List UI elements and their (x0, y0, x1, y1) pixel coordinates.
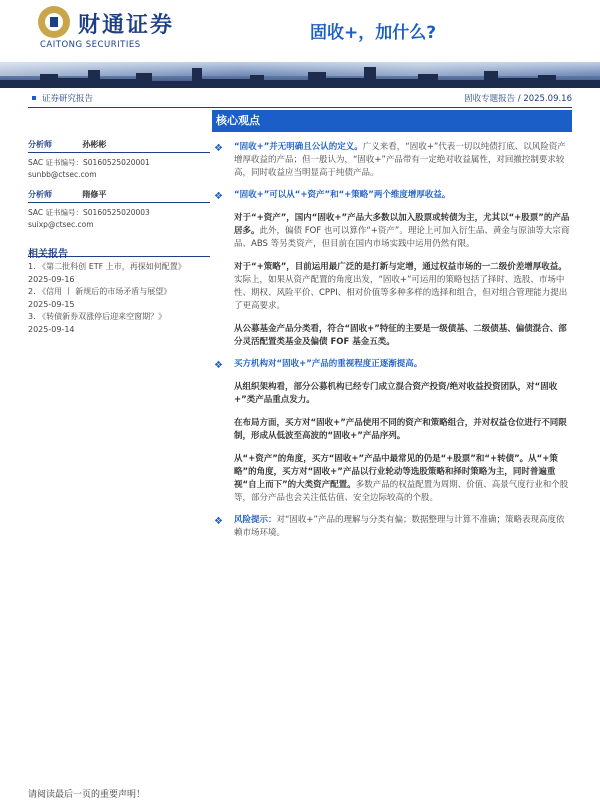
diamond-bullet-icon: ❖ (214, 191, 223, 202)
company-logo (38, 6, 178, 52)
bullet-heading: 买方机构对“固收+”产品的重视程度正逐渐提高。 (234, 359, 423, 369)
report-title: 固收+，加什么? (310, 23, 437, 43)
analyst-email[interactable]: sunbb@ctsec.com (28, 169, 97, 179)
header-divider (28, 107, 572, 108)
related-report-date: 2025-09-15 (28, 299, 75, 309)
paragraph-heading: 从组织架构看，部分公募机构已经专门成立混合资产投资/绝对收益投资团队，对“固收+”类产品重点发力。 (234, 382, 558, 405)
header (0, 0, 600, 62)
bullet-definition (212, 141, 572, 180)
related-reports-title: 相关报告 (28, 249, 68, 260)
related-report-link[interactable]: 2. 《信用 丨 新规后的市场矛盾与展望》 (28, 287, 172, 296)
paragraph-heading: 在布局方面，买方对“固收+”产品使用不同的资产和策略组合，并对权益仓位进行不同限制，形成从低波至高波的“固收+”产品序列。 (234, 418, 567, 441)
related-report-link[interactable]: 1. 《第二批科创 ETF 上市，再探如何配置》 (28, 262, 186, 271)
paragraph-organization (212, 381, 572, 407)
related-report-link[interactable]: 3. 《转债新券双涨停后迎来空窗期？》 (28, 312, 167, 321)
bullet-body: 对“固收+”产品的理解与分类有偏；数据整理与计算不准确；策略表现高度依赖市场环境。 (234, 515, 565, 538)
bullet-heading: 风险提示： (234, 515, 277, 525)
report-meta-row (28, 92, 572, 106)
bullet-heading: “固收+”可以从“+资产”和“+策略”两个维度增厚收益。 (234, 190, 451, 200)
paragraph-heading: 从公募基金产品分类看，符合“固收+”特征的主要是一级债基、二级债基、偏债混合、部分灵活配置类基金及偏债 FOF 基金五类。 (234, 324, 567, 347)
analyst-email[interactable]: suixp@ctsec.com (28, 219, 94, 229)
disclaimer-note: 请阅读最后一页的重要声明！ (28, 790, 146, 800)
analyst-card (28, 188, 210, 230)
logo-emblem-icon (38, 6, 70, 38)
paragraph-heading: 对于“+策略”，目前运用最广泛的是打新与定增，通过权益市场的一二级价差增厚收益。 (234, 262, 567, 272)
bullet-dimensions (212, 189, 572, 202)
core-views-title: 核心观点 (212, 110, 572, 132)
analyst-name: 隋修平 (82, 190, 107, 199)
logo-chinese-name: 财通证券 (78, 13, 175, 38)
analyst-name: 孙彬彬 (82, 140, 107, 149)
logo-english-name: CAITONG SECURITIES (40, 40, 141, 50)
paragraph-body: 实际上，如果从资产配置的角度出发，“固收+”可运用的策略包括了择时、选股、市场中性、期权、风险平价、CPPI、相对价值等多种多样的选择和组合，但对组合管理能力提出了更高要求。 (234, 275, 568, 311)
diamond-bullet-icon: ❖ (214, 516, 223, 527)
related-reports (28, 242, 210, 336)
bullet-body: 广义来看，“固收+”代表一切以纯债打底、以风险资产增厚收益的产品；但一般认为，“固收+”产品带有一定绝对收益属性，对回撤控制要求较高，同时收益应当明显高于纯债产品。 (234, 142, 566, 178)
analyst-card (28, 138, 210, 180)
bullet-heading: “固收+”并无明确且公认的定义。 (234, 142, 363, 152)
paragraph-asset-strategy (212, 453, 572, 505)
analyst-sac: SAC 证书编号：S0160525020001 (28, 158, 150, 167)
core-views (212, 110, 572, 540)
paragraph-heading: 对于“+资产”，国内“固收+”产品大多数以加入股票或转债为主，尤其以“+股票”的产品居多。 (234, 213, 570, 236)
analyst-role: 分析师 (28, 140, 52, 149)
paragraph-layout (212, 417, 572, 443)
analyst-role: 分析师 (28, 190, 52, 199)
paragraph-plus-strategy (212, 261, 572, 313)
paragraph-body: 此外，偏债 FOF 也可以算作“+资产”。理论上可加入衍生品、黄金与原油等大宗商品、ABS 等另类资产，但目前在国内市场实践中运用仍然有限。 (234, 226, 570, 249)
related-report-date: 2025-09-16 (28, 274, 75, 284)
diamond-bullet-icon: ❖ (214, 360, 223, 371)
paragraph-fund-categories (212, 323, 572, 349)
paragraph-heading: 从“+资产”的角度，买方“固收+”产品中最常见的仍是“+股票”和“+转债”。从“+策略”的角度，买方对“固收+”产品以行业轮动等选股策略和择时策略为主，同时普遍重视“自上而下”的大类资产配置。 (234, 454, 558, 490)
diamond-bullet-icon: ❖ (214, 143, 223, 154)
analyst-sac: SAC 证书编号：S0160525020003 (28, 208, 150, 217)
bullet-risk (212, 514, 572, 540)
bullet-buyside (212, 358, 572, 371)
paragraph-body: 多数产品的权益配置为周期、价值、高景气度行业和个股等，部分产品也会关注低估值、安全边际较高的个股。 (234, 480, 569, 503)
left-sidebar (28, 138, 210, 336)
report-category-date: 固收专题报告 / 2025.09.16 (464, 94, 572, 104)
related-report-date: 2025-09-14 (28, 324, 75, 334)
skyline-banner (0, 62, 600, 88)
paragraph-plus-assets (212, 212, 572, 251)
report-type-label: 证券研究报告 (28, 92, 93, 104)
